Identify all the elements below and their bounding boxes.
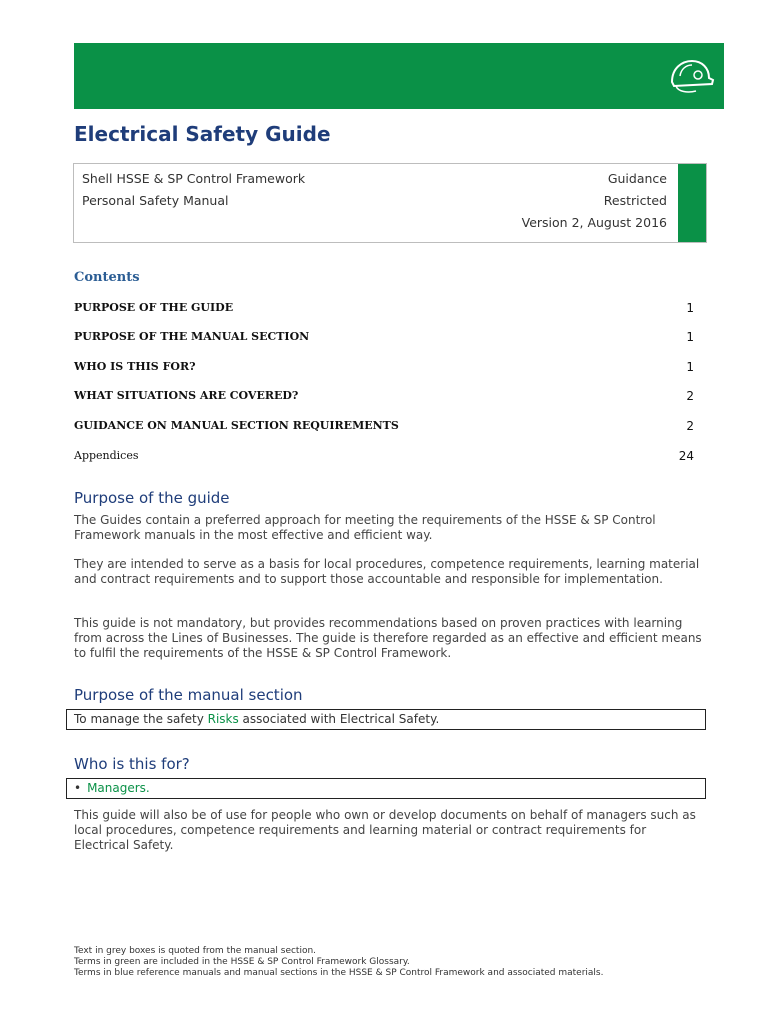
toc-item-page: 2 [686,419,694,433]
paragraph: The Guides contain a preferred approach for meeting the requirements of the HSSE & SP Control Framework manuals in the most effective and efficient way. [74,513,656,542]
section-heading-purpose-manual: Purpose of the manual section [74,686,303,704]
version-info: Version 2, August 2016 [521,215,667,230]
toc-item[interactable] [74,419,694,437]
toc-item-label: Appendices [74,449,139,462]
hard-hat-icon [664,56,716,96]
contents-heading: Contents [74,270,140,285]
toc-item-page: 1 [686,360,694,374]
framework-name: Shell HSSE & SP Control Framework [82,171,306,186]
footnote: Terms in blue reference manuals and manual sections in the HSSE & SP Control Framework and associated materials. [74,968,604,978]
meta-row-framework [82,171,667,189]
toc-item[interactable] [74,360,694,378]
section-heading-who-for: Who is this for? [74,755,190,773]
document-title: Electrical Safety Guide [74,122,331,146]
toc-item-label: PURPOSE OF THE GUIDE [74,301,234,314]
manual-name: Personal Safety Manual [82,193,229,208]
glossary-term-risks[interactable]: Risks [207,712,239,726]
paragraph: This guide is not mandatory, but provides recommendations based on proven practices with learning from across the Lines of Businesses. The guide is therefore regarded as an effective and efficient means to fulfil the requirements of the HSSE & SP Control Framework. [74,616,702,660]
document-meta-box [73,163,707,243]
meta-row-manual [82,193,667,211]
toc-item[interactable] [74,389,694,407]
toc-item[interactable] [74,449,694,467]
paragraph: They are intended to serve as a basis for local procedures, competence requirements, learning material and contract requirements and to support those accountable and responsible for implementation. [74,557,700,586]
header-banner [74,43,724,109]
audience-quote-box [66,778,706,799]
glossary-term-managers[interactable]: Managers. [87,781,150,795]
toc-item[interactable] [74,330,694,348]
quote-text: associated with Electrical Safety. [238,712,440,726]
footnote: Text in grey boxes is quoted from the manual section. [74,946,317,956]
classification: Restricted [603,193,667,208]
meta-row-version [82,215,667,233]
toc-item-page: 24 [678,449,694,463]
toc-item-page: 2 [686,389,694,403]
toc-item-label: WHAT SITUATIONS ARE COVERED? [74,389,299,402]
manual-quote-box [66,709,706,730]
toc-item-label: PURPOSE OF THE MANUAL SECTION [74,330,310,343]
section-heading-purpose-guide: Purpose of the guide [74,489,230,507]
toc-item-label: GUIDANCE ON MANUAL SECTION REQUIREMENTS [74,419,399,432]
footnote: Terms in green are included in the HSSE & SP Control Framework Glossary. [74,957,410,967]
toc-item-label: WHO IS THIS FOR? [74,360,196,373]
document-type: Guidance [607,171,667,186]
bullet-icon: • [74,781,82,795]
toc-item-page: 1 [686,301,694,315]
quote-text: To manage the safety [74,712,208,726]
toc-item-page: 1 [686,330,694,344]
toc-item[interactable] [74,301,694,319]
meta-accent-bar [678,164,706,242]
paragraph: This guide will also be of use for people who own or develop documents on behalf of managers such as local procedures, competence requirements and learning material or contract requirements for Electrical Safety. [74,808,696,852]
